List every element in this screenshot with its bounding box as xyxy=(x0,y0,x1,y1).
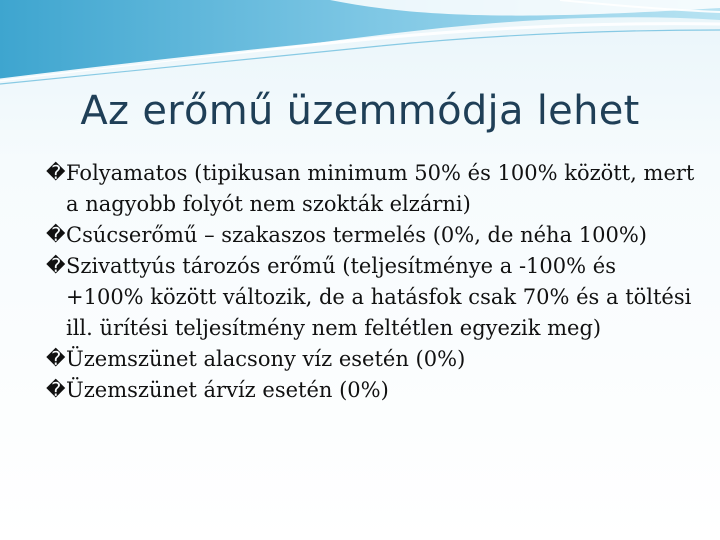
list-item xyxy=(46,344,696,375)
list-item-text: Üzemszünet árvíz esetén (0%) xyxy=(66,378,389,402)
list-item xyxy=(46,375,696,406)
slide-title: Az erőmű üzemmódja lehet xyxy=(80,88,640,134)
bullet-icon: � xyxy=(46,379,66,401)
header-wave-decoration xyxy=(0,0,720,90)
list-item-text: Folyamatos (tipikusan minimum 50% és 100% között, mert a nagyobb folyót nem szokták elzárni) xyxy=(66,161,695,216)
bullet-icon: � xyxy=(46,162,66,184)
list-item-text: Csúcserőmű – szakaszos termelés (0%, de néha 100%) xyxy=(66,223,647,247)
list-item xyxy=(46,158,696,220)
bullet-list xyxy=(46,158,696,406)
bullet-icon: � xyxy=(46,255,66,277)
list-item-text: Szivattyús tározós erőmű (teljesítménye a -100% és +100% között változik, de a hatásfok csak 70% és a töltési ill. ürítési teljesítmény nem feltétlen egyezik meg) xyxy=(66,254,692,340)
bullet-icon: � xyxy=(46,224,66,246)
list-item xyxy=(46,220,696,251)
bullet-icon: � xyxy=(46,348,66,370)
list-item-text: Üzemszünet alacsony víz esetén (0%) xyxy=(66,347,466,371)
list-item xyxy=(46,251,696,344)
